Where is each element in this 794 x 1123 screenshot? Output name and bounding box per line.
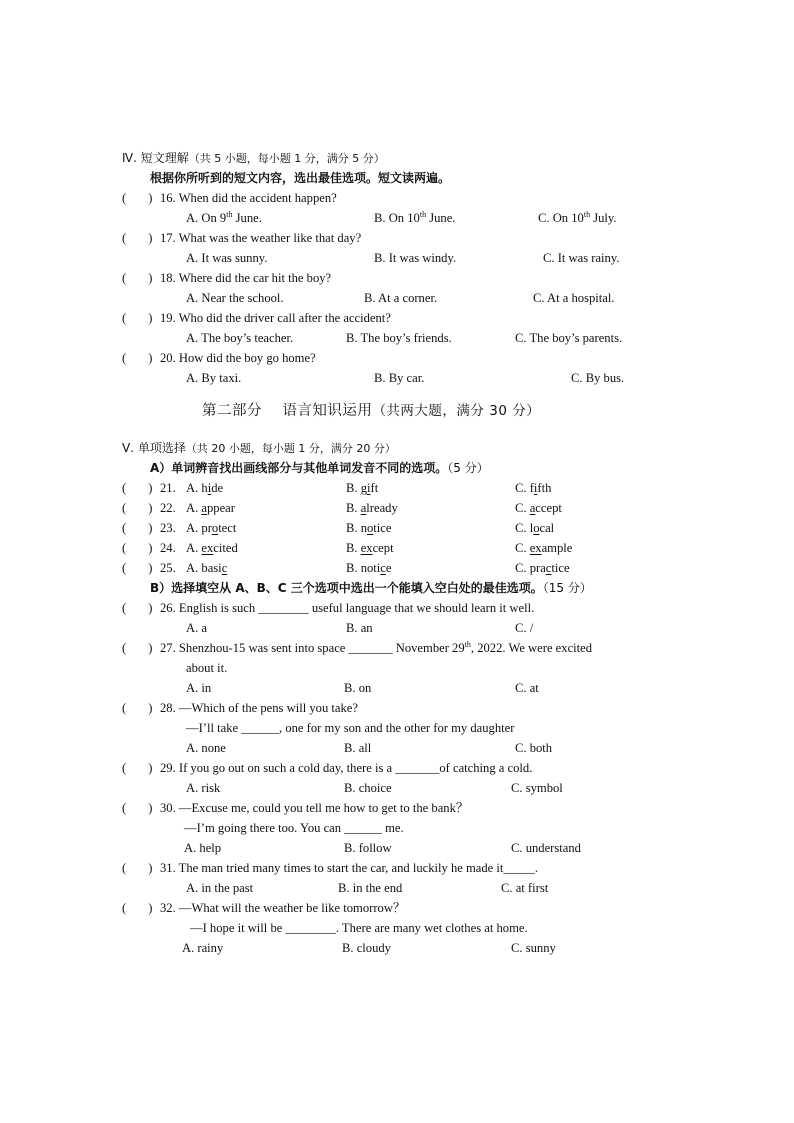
q26-option-a[interactable]: A. a	[186, 621, 207, 635]
underlined-sound: c	[380, 561, 386, 575]
q26-option-b[interactable]: B. an	[346, 621, 373, 635]
text: B. noti	[346, 561, 381, 575]
underlined-sound: ex	[360, 541, 373, 555]
text: A. pr	[186, 521, 212, 535]
text: 27. Shenzhou-15 was sent into space _______ November 29	[160, 641, 465, 655]
text: tice	[373, 521, 392, 535]
answer-blank[interactable]: ( )	[122, 351, 153, 365]
text: , 2022. We were excited	[470, 641, 593, 655]
part-2-heading	[202, 403, 540, 419]
answer-blank[interactable]: ( )	[122, 801, 153, 815]
underlined-sound: c	[545, 561, 552, 575]
section-4-title: Ⅳ. 短文理解	[122, 151, 189, 165]
q22-option-c[interactable]	[515, 500, 562, 516]
question-26: 26. English is such ________ useful language that we should learn it well.	[160, 601, 535, 615]
q28-option-b[interactable]: B. all	[344, 741, 372, 755]
q16-b-sup: th	[419, 209, 427, 219]
text: e	[385, 561, 392, 575]
underlined-sound: c	[221, 561, 228, 575]
q17-option-a[interactable]: A. It was sunny.	[186, 251, 268, 265]
section-4-note: （共 5 小题，每小题 1 分，满分 5 分）	[188, 152, 385, 165]
text: C. f	[515, 481, 534, 495]
q20-option-b[interactable]: B. By car.	[374, 371, 425, 385]
sub-b-score: （15 分）	[542, 581, 592, 595]
underlined-sound: ex	[201, 541, 214, 555]
answer-blank[interactable]: ( )	[122, 521, 153, 535]
section-5-heading	[122, 440, 396, 457]
q20-option-a[interactable]: A. By taxi.	[186, 371, 242, 385]
underlined-sound: i	[207, 481, 212, 495]
section-5-title: Ⅴ. 单项选择	[122, 441, 186, 455]
q25-option-a[interactable]	[186, 560, 227, 576]
text: lready	[366, 501, 398, 515]
q22-option-a[interactable]	[186, 500, 235, 516]
q32-option-b[interactable]: B. cloudy	[342, 941, 391, 955]
q21-option-c[interactable]	[515, 480, 551, 496]
question-28: 28. —Which of the pens will you take?	[160, 701, 358, 715]
answer-blank[interactable]: ( )	[122, 761, 153, 775]
q30-option-b[interactable]: B. follow	[344, 841, 392, 855]
q21-option-a[interactable]	[186, 480, 223, 496]
answer-blank[interactable]: ( )	[122, 191, 153, 205]
q31-option-b[interactable]: B. in the end	[338, 881, 403, 895]
q16-a-post: June.	[232, 211, 262, 225]
underlined-sound	[361, 481, 371, 495]
underlined-sound: a	[201, 501, 207, 515]
question-30: 30. —Excuse me, could you tell me how to get to the bank？	[160, 801, 469, 815]
q24-option-a[interactable]	[186, 540, 238, 556]
text: A. h	[186, 481, 208, 495]
text: tect	[218, 521, 237, 535]
question-27-cont: about it.	[186, 661, 228, 675]
section-5-sub-a	[150, 460, 489, 476]
q32-option-c[interactable]: C. sunny	[511, 941, 556, 955]
question-18: 18. Where did the car hit the boy?	[160, 271, 332, 285]
q19-option-c[interactable]: C. The boy’s parents.	[515, 331, 623, 345]
text: ccept	[535, 501, 562, 515]
q18-option-c[interactable]: C. At a hospital.	[533, 291, 615, 305]
q17-option-c[interactable]: C. It was rainy.	[543, 251, 620, 265]
question-16: 16. When did the accident happen?	[160, 191, 337, 205]
text: A. basi	[186, 561, 222, 575]
text: g	[360, 481, 367, 495]
underlined-sound: a	[360, 501, 367, 515]
text: cal	[539, 521, 555, 535]
underlined-sound: o	[367, 521, 374, 535]
section-5-sub-b	[150, 580, 592, 596]
q16-a-text: A. On 9	[186, 211, 227, 225]
question-25-number: 25.	[160, 561, 176, 575]
text: fth	[537, 481, 552, 495]
q16-c-sup: th	[583, 209, 591, 219]
section-5-note: （共 20 小题，每小题 1 分，满分 20 分）	[185, 442, 396, 455]
underlined-sound: i	[533, 481, 538, 495]
answer-blank[interactable]: ( )	[122, 541, 153, 555]
answer-blank[interactable]: ( )	[122, 271, 153, 285]
answer-blank[interactable]: ( )	[122, 901, 153, 915]
question-19: 19. Who did the driver call after the accident?	[160, 311, 391, 325]
sub-b-instruction: B）选择填空从 A、B、C 三个选项中选出一个能填入空白处的最佳选项。	[150, 581, 543, 595]
q25-option-b[interactable]	[346, 560, 391, 576]
answer-blank[interactable]: ( )	[122, 231, 153, 245]
q27-option-b[interactable]: B. on	[344, 681, 372, 695]
q16-a-sup: th	[226, 209, 233, 219]
text: A.	[186, 501, 202, 515]
q20-option-c[interactable]: C. By bus.	[571, 371, 625, 385]
question-22-number: 22.	[160, 501, 176, 515]
text: B. n	[346, 521, 367, 535]
q16-option-c[interactable]	[538, 210, 617, 226]
q19-option-a[interactable]: A. The boy’s teacher.	[186, 331, 294, 345]
section-4-instruction: 根据你所听到的短文内容，选出最佳选项。短文读两遍。	[150, 171, 451, 185]
q16-b-post: June.	[426, 211, 456, 225]
text: C.	[515, 501, 530, 515]
question-27	[160, 640, 592, 656]
text: C. l	[515, 521, 534, 535]
text: C.	[515, 541, 530, 555]
underlined-sound: o	[533, 521, 540, 535]
q18-option-a[interactable]: A. Near the school.	[186, 291, 284, 305]
answer-blank[interactable]: ( )	[122, 601, 153, 615]
q31-option-a[interactable]: A. in the past	[186, 881, 254, 895]
q16-option-a[interactable]	[186, 210, 262, 226]
question-32-cont: —I hope it will be ________. There are many wet clothes at home.	[190, 921, 528, 935]
question-21-number: 21.	[160, 481, 176, 495]
q23-option-b[interactable]	[346, 520, 391, 536]
text: ppear	[207, 501, 235, 515]
text: cept	[372, 541, 394, 555]
q24-option-c[interactable]	[515, 540, 572, 556]
q30-option-a[interactable]: A. help	[184, 841, 222, 855]
question-23-number: 23.	[160, 521, 176, 535]
question-29: 29. If you go out on such a cold day, there is a _______of catching a cold.	[160, 761, 533, 775]
text: tice	[551, 561, 570, 575]
q28-option-c[interactable]: C. both	[515, 741, 553, 755]
answer-blank[interactable]: ( )	[122, 311, 153, 325]
answer-blank[interactable]: ( )	[122, 641, 153, 655]
q23-option-c[interactable]	[515, 520, 554, 536]
q16-option-b[interactable]	[374, 210, 455, 226]
question-20: 20. How did the boy go home?	[160, 351, 316, 365]
text: ample	[541, 541, 573, 555]
q18-option-b[interactable]: B. At a corner.	[364, 291, 438, 305]
q30-option-c[interactable]: C. understand	[511, 841, 581, 855]
question-28-cont: —I’ll take ______, one for my son and the other for my daughter	[186, 721, 515, 735]
q27-option-a[interactable]: A. in	[186, 681, 212, 695]
q31-option-c[interactable]: C. at first	[501, 881, 549, 895]
q16-c-text: C. On 10	[538, 211, 584, 225]
answer-blank[interactable]: ( )	[122, 501, 153, 515]
part-2-title: 第二部分 语言知识运用	[202, 403, 373, 419]
text: ft	[370, 481, 379, 495]
text: de	[211, 481, 224, 495]
text: cited	[213, 541, 238, 555]
q29-option-b[interactable]: B. choice	[344, 781, 392, 795]
section-4-heading	[122, 150, 385, 167]
question-30-cont: —I’m going there too. You can ______ me.	[184, 821, 404, 835]
q25-option-c[interactable]	[515, 560, 570, 576]
answer-blank[interactable]: ( )	[122, 561, 153, 575]
underlined-sound: a	[529, 501, 536, 515]
q26-option-c[interactable]: C. /	[515, 621, 534, 635]
q29-option-a[interactable]: A. risk	[186, 781, 221, 795]
part-2-note: （共两大题，满分 30 分）	[372, 403, 541, 419]
text: A.	[186, 541, 202, 555]
q32-option-a[interactable]: A. rainy	[182, 941, 224, 955]
question-32: 32. —What will the weather be like tomorrow？	[160, 901, 406, 915]
text: B.	[346, 541, 361, 555]
text: B.	[346, 481, 361, 495]
q29-option-c[interactable]: C. symbol	[511, 781, 563, 795]
text: C. pra	[515, 561, 546, 575]
q16-b-text: B. On 10	[374, 211, 420, 225]
question-24-number: 24.	[160, 541, 176, 555]
sup: th	[464, 639, 471, 649]
text: B.	[346, 501, 361, 515]
q16-c-post: July.	[590, 211, 617, 225]
q22-option-b[interactable]	[346, 500, 398, 516]
q19-option-b[interactable]: B. The boy’s friends.	[346, 331, 452, 345]
question-31: 31. The man tried many times to start the car, and luckily he made it_____.	[160, 861, 539, 875]
answer-blank[interactable]: ( )	[122, 481, 153, 495]
text: i	[367, 481, 371, 495]
q24-option-b[interactable]	[346, 540, 394, 556]
q21-option-b[interactable]	[346, 480, 378, 496]
question-17: 17. What was the weather like that day?	[160, 231, 362, 245]
q23-option-a[interactable]	[186, 520, 236, 536]
q27-option-c[interactable]: C. at	[515, 681, 539, 695]
sub-a-instruction: A）单词辨音找出画线部分与其他单词发音不同的选项。	[150, 461, 448, 475]
answer-blank[interactable]: ( )	[122, 701, 153, 715]
sub-a-score: （5 分）	[447, 461, 489, 475]
q28-option-a[interactable]: A. none	[186, 741, 226, 755]
q17-option-b[interactable]: B. It was windy.	[374, 251, 457, 265]
underlined-sound: ex	[529, 541, 542, 555]
answer-blank[interactable]: ( )	[122, 861, 153, 875]
underlined-sound: o	[211, 521, 219, 535]
